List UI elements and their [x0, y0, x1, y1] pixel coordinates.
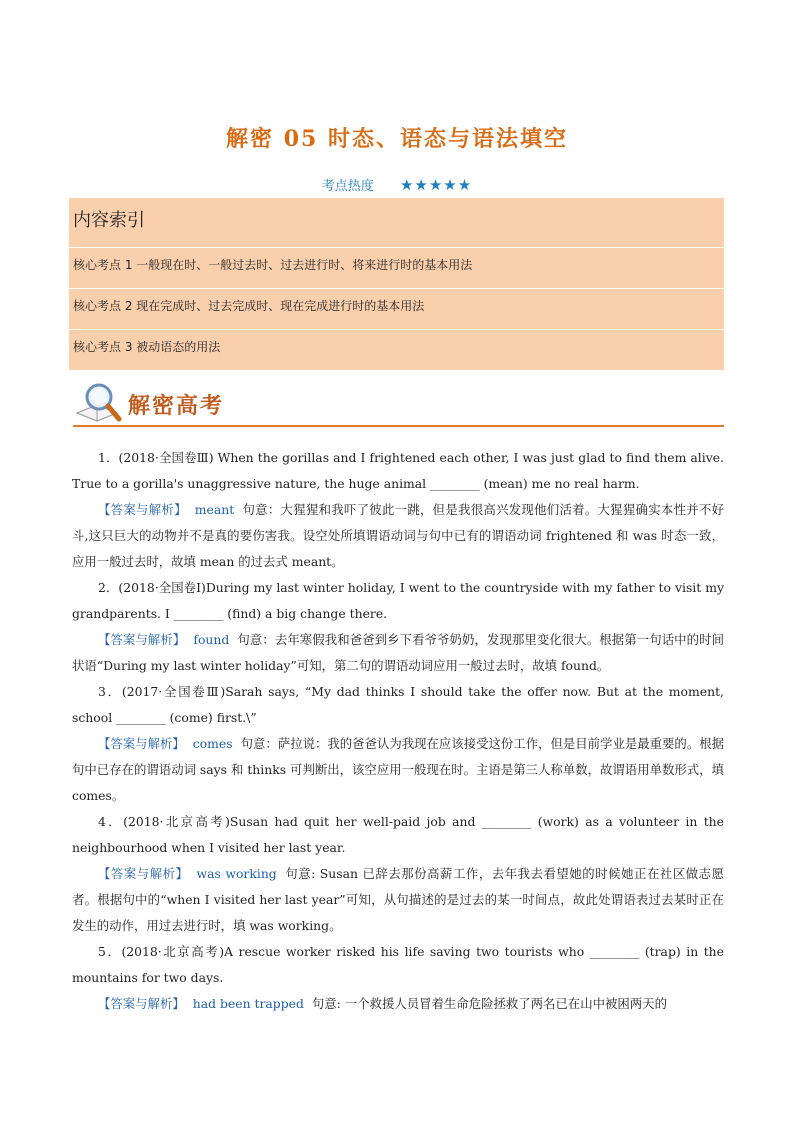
answer-4: [72, 861, 724, 939]
answer-tag: 【答案与解析】: [98, 866, 189, 881]
section-banner: [73, 379, 724, 429]
answer-value: was working: [196, 866, 277, 881]
popularity-line: [0, 175, 794, 194]
answer-tag: 【答案与解析】: [98, 996, 185, 1011]
answer-explanation: 句意：大猩猩和我吓了彼此一跳，但是我很高兴发现他们活着。大猩猩确实本性并不好斗,这只巨大的动物并不是真的要伤害我。设空处所填谓语动词与句中已有的谓语动词 frightened 和 was 时态一致，应用一般过去时，故填 mean 的过去式 meant。: [72, 502, 725, 569]
question-2: 2．(2018·全国卷Ⅰ)During my last winter holiday, I went to the countryside with my father to visit my grandparents. I ________ (find) a big change there.: [72, 580, 724, 621]
index-heading: 内容索引: [69, 198, 724, 248]
banner-divider: [73, 425, 724, 427]
content-index: [69, 198, 724, 371]
answer-3: [72, 731, 724, 809]
question-4: 4．(2018·北京高考)Susan had quit her well-paid job and ________ (work) as a volunteer in the neighbourhood when I visited her last year.: [72, 814, 724, 855]
index-item-2: 核心考点 2 现在完成时、过去完成时、现在完成进行时的基本用法: [69, 289, 724, 330]
answer-2: [72, 627, 724, 679]
popularity-stars: ★★★★★: [399, 176, 473, 194]
index-item-3: 核心考点 3 被动语态的用法: [69, 330, 724, 371]
answer-tag: 【答案与解析】: [98, 736, 185, 751]
answer-value: found: [193, 632, 230, 647]
answer-value: meant: [194, 502, 235, 517]
answer-explanation: 句意：去年寒假我和爸爸到乡下看爷爷奶奶，发现那里变化很大。根据第一句话中的时间状语“During my last winter holiday”可知，第二句的谓语动词应用一般过去时，故填 found。: [72, 632, 725, 673]
answer-value: comes: [192, 736, 233, 751]
page-title: 解密 05 时态、语态与语法填空: [226, 126, 568, 152]
magnifier-book-icon: [73, 379, 125, 425]
question-list: [72, 445, 724, 1017]
answer-value: had been trapped: [192, 996, 304, 1011]
question-1: 1．(2018·全国卷Ⅲ) When the gorillas and I frightened each other, I was just glad to find them alive. True to a gorilla's unaggressive nature, the huge animal ________ (mean) me no real harm.: [72, 450, 724, 491]
answer-5: [72, 991, 724, 1017]
answer-explanation: 句意: Susan 已辞去那份高薪工作，去年我去看望她的时候她正在社区做志愿者。根据句中的“when I visited her last year”可知，从句描述的是过去的某一时间点，故此处谓语表过去某时正在发生的动作，用过去进行时，填 was working。: [72, 866, 724, 933]
popularity-label: 考点热度: [321, 179, 374, 194]
question-3: 3．(2017·全国卷Ⅲ)Sarah says, “My dad thinks I should take the offer now. But at the moment, school ________ (come) first.\”: [72, 684, 724, 725]
answer-explanation: 句意: 一个救援人员冒着生命危险拯救了两名已在山中被困两天的: [311, 996, 667, 1011]
index-item-1: 核心考点 1 一般现在时、一般过去时、过去进行时、将来进行时的基本用法: [69, 248, 724, 289]
question-5: 5．(2018·北京高考)A rescue worker risked his life saving two tourists who ________ (trap) in the mountains for two days.: [72, 944, 724, 985]
answer-tag: 【答案与解析】: [98, 632, 186, 647]
answer-1: [72, 497, 724, 575]
banner-title: 解密高考: [128, 393, 225, 419]
answer-tag: 【答案与解析】: [98, 502, 187, 517]
answer-explanation: 句意：萨拉说：我的爸爸认为我现在应该接受这份工作，但是目前学业是最重要的。根据句中已存在的谓语动词 says 和 thinks 可判断出，该空应用一般现在时。主语是第三人称单数，故谓语用单数形式，填 comes。: [72, 736, 725, 803]
